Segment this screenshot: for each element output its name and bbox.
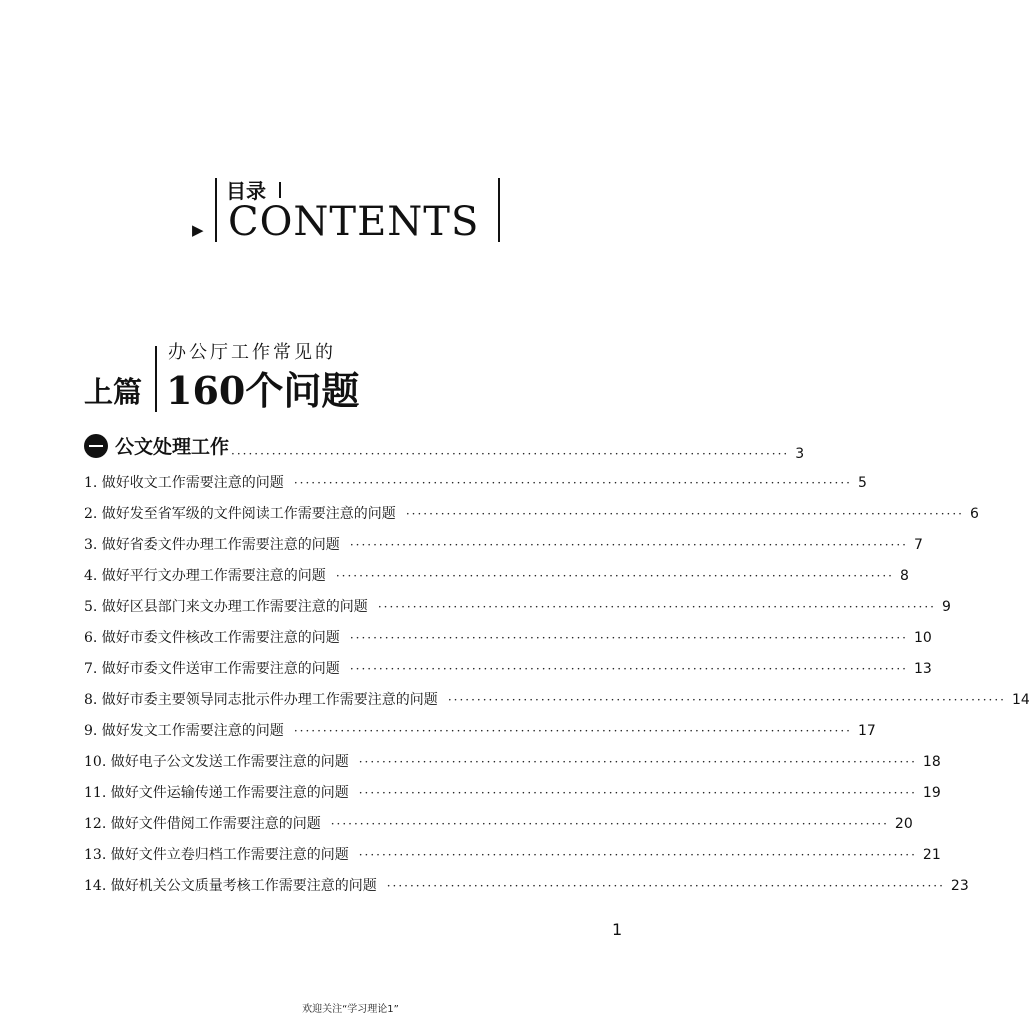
toc-entry-label: 3. 做好省委文件办理工作需要注意的问题 xyxy=(84,537,340,553)
dot-leader: ································································································ xyxy=(358,848,917,862)
toc-entry-label: 14. 做好机关公文质量考核工作需要注意的问题 xyxy=(84,878,377,894)
toc-entry-page: 13 xyxy=(914,661,932,677)
footer-note: 欢迎关注“学习理论1” xyxy=(302,1004,399,1015)
dot-leader: ································································································ xyxy=(349,538,908,552)
part-title: 160个问题 xyxy=(166,368,360,413)
toc-entry[interactable] xyxy=(84,534,923,554)
toc-entry[interactable] xyxy=(84,472,867,492)
toc-entry-page: 14 xyxy=(1012,692,1030,708)
header-divider-left xyxy=(215,178,217,242)
toc-entry-label: 12. 做好文件借阅工作需要注意的问题 xyxy=(84,816,321,832)
toc-entry-page: 6 xyxy=(970,506,979,522)
dot-leader: ································································································ xyxy=(377,600,936,614)
dot-leader: ································································································ xyxy=(335,569,894,583)
toc-entry-page: 18 xyxy=(922,754,941,770)
toc-entry-page: 20 xyxy=(894,816,913,832)
toc-entry-label: 7. 做好市委文件送审工作需要注意的问题 xyxy=(84,661,340,677)
toc-entry[interactable] xyxy=(84,689,1030,709)
toc-entry-page: 9 xyxy=(942,599,951,615)
contents-header xyxy=(192,176,512,246)
toc-entry[interactable] xyxy=(84,503,979,523)
toc-entry-page: 21 xyxy=(922,847,941,863)
toc-entry-page: 5 xyxy=(858,475,867,491)
toc-entry[interactable] xyxy=(84,565,909,585)
toc-entry-page: 17 xyxy=(858,723,876,739)
toc-entry-label: 5. 做好区县部门来文办理工作需要注意的问题 xyxy=(84,599,368,615)
toc-entry-label: 6. 做好市委文件核改工作需要注意的问题 xyxy=(84,630,340,646)
section-title: 公文处理工作 xyxy=(115,436,230,458)
toc-entry-label: 13. 做好文件立卷归档工作需要注意的问题 xyxy=(84,847,349,863)
part-divider xyxy=(155,346,157,412)
toc-entry[interactable] xyxy=(84,751,941,771)
dot-leader: ································································································ xyxy=(231,446,790,461)
dot-leader: ································································································ xyxy=(293,476,852,490)
header-divider-right xyxy=(498,178,500,242)
toc-entry-page: 19 xyxy=(922,785,941,801)
toc-entry-label: 4. 做好平行文办理工作需要注意的问题 xyxy=(84,568,326,584)
page-number: 1 xyxy=(612,920,623,939)
dot-leader: ································································································ xyxy=(349,662,908,676)
dot-leader: ································································································ xyxy=(358,755,917,769)
dot-leader: ································································································ xyxy=(405,507,964,521)
toc-entry-page: 10 xyxy=(914,630,932,646)
toc-entry[interactable] xyxy=(84,720,876,740)
contents-label: 目录 xyxy=(226,179,266,203)
toc-entry-page: 7 xyxy=(914,537,923,553)
toc-entry[interactable] xyxy=(84,782,941,802)
label-divider xyxy=(279,182,281,198)
circle-number-one-icon xyxy=(84,434,108,458)
dot-leader: ································································································ xyxy=(358,786,917,800)
toc-entry[interactable] xyxy=(84,813,913,833)
dot-leader: ································································································ xyxy=(349,631,908,645)
section-title-wrap xyxy=(84,432,229,459)
toc-entry-page: 23 xyxy=(950,878,969,894)
toc-entry-label: 2. 做好发至省军级的文件阅读工作需要注意的问题 xyxy=(84,506,396,522)
toc-entry-label: 10. 做好电子公文发送工作需要注意的问题 xyxy=(84,754,349,770)
dot-leader: ································································································ xyxy=(386,879,945,893)
toc-section-row[interactable] xyxy=(84,432,805,462)
part-prefix: 上篇 xyxy=(84,375,143,409)
dot-leader: ································································································ xyxy=(447,693,1006,707)
toc-entry-label: 9. 做好发文工作需要注意的问题 xyxy=(84,723,284,739)
dot-leader: ································································································ xyxy=(293,724,852,738)
contents-title: CONTENTS xyxy=(228,199,480,245)
section-page: 3 xyxy=(795,445,805,462)
part-heading xyxy=(84,338,404,418)
toc-entry[interactable] xyxy=(84,658,932,678)
toc-entry-label: 1. 做好收文工作需要注意的问题 xyxy=(84,475,284,491)
toc-entry-page: 8 xyxy=(900,568,909,584)
part-subtitle: 办公厅工作常见的 xyxy=(168,342,336,363)
dot-leader: ································································································ xyxy=(330,817,889,831)
toc-entry[interactable] xyxy=(84,875,969,895)
toc-entry-label: 8. 做好市委主要领导同志批示件办理工作需要注意的问题 xyxy=(84,692,438,708)
toc-entry[interactable] xyxy=(84,627,932,647)
triangle-right-icon: ▶ xyxy=(192,221,204,239)
toc-entry[interactable] xyxy=(84,844,941,864)
toc-entry-label: 11. 做好文件运输传递工作需要注意的问题 xyxy=(84,785,349,801)
toc-entry[interactable] xyxy=(84,596,951,616)
